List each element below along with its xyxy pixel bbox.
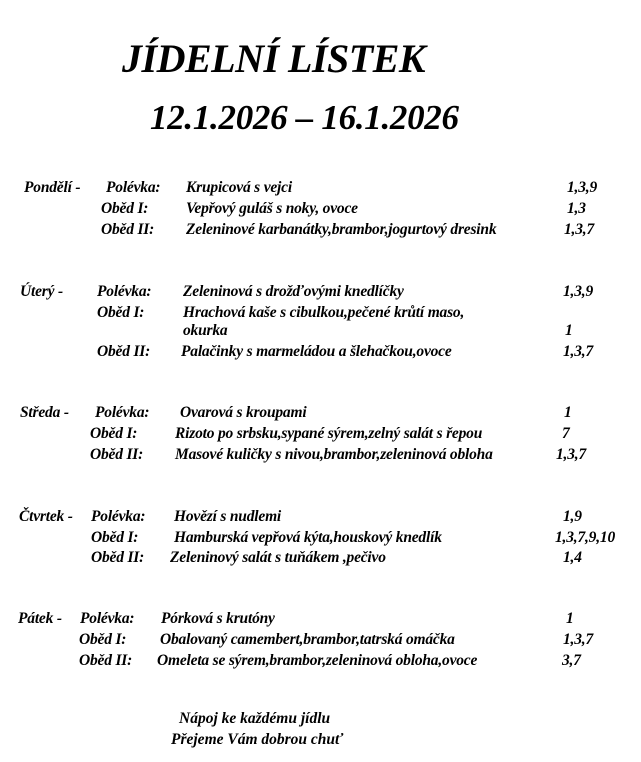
day-name: Pátek - xyxy=(18,610,62,627)
course-label: Oběd II: xyxy=(101,221,155,238)
course-label: Oběd I: xyxy=(97,304,145,321)
dish-name: Pórková s krutóny xyxy=(161,610,275,627)
dish-name: Zeleninová s drožďovými knedlíčky xyxy=(183,283,404,300)
dish-name: Omeleta se sýrem,brambor,zeleninová obloha,ovoce xyxy=(157,652,478,669)
day-name: Čtvrtek - xyxy=(19,508,73,525)
allergens: 1,3,7 xyxy=(563,343,594,360)
course-label: Polévka: xyxy=(80,610,135,627)
allergens: 7 xyxy=(562,425,570,442)
course-label: Polévka: xyxy=(106,179,161,196)
day-name: Pondělí - xyxy=(24,179,81,196)
course-label: Oběd I: xyxy=(101,200,149,217)
footer-drink-note: Nápoj ke každému jídlu xyxy=(179,710,331,727)
dish-name: Masové kuličky s nivou,brambor,zeleninová obloha xyxy=(175,446,493,463)
dish-name: Hrachová kaše s cibulkou,pečené krůtí maso, xyxy=(183,304,465,321)
allergens: 1 xyxy=(565,322,573,339)
allergens: 3,7 xyxy=(562,652,581,669)
dish-name-continued: okurka xyxy=(183,322,228,339)
dish-name: Zeleninový salát s tuňákem ,pečivo xyxy=(170,549,386,566)
dish-name: Palačinky s marmeládou a šlehačkou,ovoce xyxy=(181,343,452,360)
page-title: JÍDELNÍ LÍSTEK xyxy=(122,36,426,81)
course-label: Polévka: xyxy=(91,508,146,525)
course-label: Oběd II: xyxy=(91,549,145,566)
allergens: 1,3 xyxy=(567,200,586,217)
allergens: 1 xyxy=(566,610,574,627)
footer-wish: Přejeme Vám dobrou chuť xyxy=(171,731,344,748)
dish-name: Zeleninové karbanátky,brambor,jogurtový dresink xyxy=(186,221,497,238)
dish-name: Ovarová s kroupami xyxy=(180,404,307,421)
dish-name: Hovězí s nudlemi xyxy=(174,508,282,525)
allergens: 1,3,7 xyxy=(556,446,587,463)
allergens: 1,3,9 xyxy=(563,283,594,300)
course-label: Polévka: xyxy=(95,404,150,421)
allergens: 1 xyxy=(564,404,572,421)
dish-name: Obalovaný camembert,brambor,tatrská omáčka xyxy=(160,631,455,648)
allergens: 1,3,9 xyxy=(567,179,598,196)
course-label: Oběd II: xyxy=(97,343,151,360)
allergens: 1,9 xyxy=(563,508,582,525)
course-label: Oběd I: xyxy=(91,529,139,546)
course-label: Oběd II: xyxy=(79,652,133,669)
allergens: 1,3,7 xyxy=(564,221,595,238)
course-label: Oběd I: xyxy=(79,631,127,648)
day-name: Středa - xyxy=(20,404,69,421)
dish-name: Rizoto po srbsku,sypané sýrem,zelný salát s řepou xyxy=(175,425,483,442)
course-label: Oběd I: xyxy=(90,425,138,442)
dish-name: Krupicová s vejci xyxy=(186,179,292,196)
allergens: 1,3,7 xyxy=(563,631,594,648)
dish-name: Hamburská vepřová kýta,houskový knedlík xyxy=(174,529,442,546)
course-label: Polévka: xyxy=(97,283,152,300)
allergens: 1,4 xyxy=(563,549,582,566)
day-name: Úterý - xyxy=(20,283,63,300)
course-label: Oběd II: xyxy=(90,446,144,463)
date-range: 12.1.2026 – 16.1.2026 xyxy=(150,98,459,137)
allergens: 1,3,7,9,10 xyxy=(555,529,616,546)
dish-name: Vepřový guláš s noky, ovoce xyxy=(186,200,358,217)
